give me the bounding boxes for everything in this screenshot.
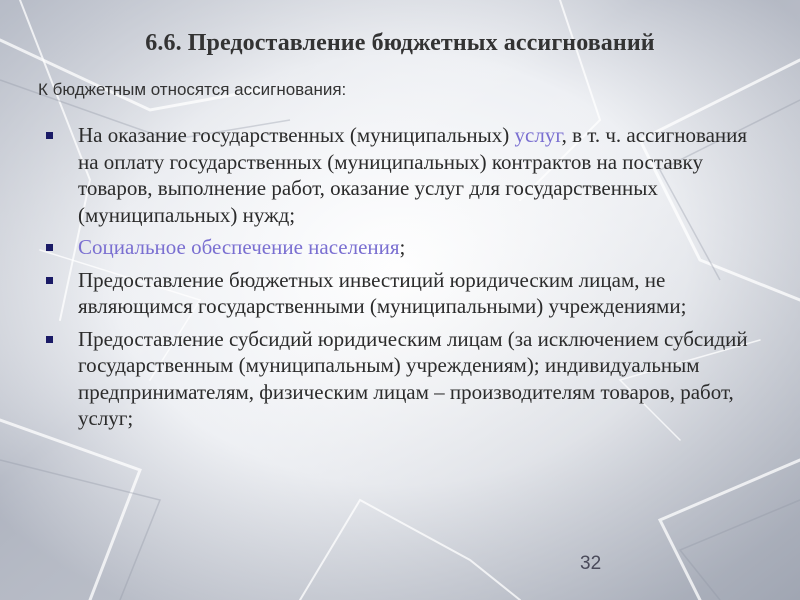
bullet-text: , в т. ч. ассигнования на оплату государственных (муниципальных) контрактов на поставку товаров, выполнение работ, оказание услуг для государственных (муниципальных) нужд; <box>78 123 748 227</box>
square-bullet-icon <box>46 132 53 139</box>
bullet-item-subsidies <box>46 326 756 432</box>
bullet-text: Предоставление субсидий юридическим лицам (за исключением субсидий государственным (муниципальным) учреждениям); индивидуальным предпринимателям, физическим лицам – производителям товаров, работ, услуг; <box>78 326 748 430</box>
slide-title: 6.6. Предоставление бюджетных ассигнований <box>145 30 655 56</box>
bullet-highlight: услуг <box>514 123 562 147</box>
bullet-text: ; <box>399 235 406 259</box>
page-number: 32 <box>580 553 602 574</box>
square-bullet-icon <box>46 336 53 343</box>
bullet-highlight: Социальное обеспечение населения <box>78 235 400 259</box>
bullet-item-investments <box>46 267 756 320</box>
bullet-list <box>46 122 756 438</box>
bullet-item-services <box>46 122 756 228</box>
square-bullet-icon <box>46 244 53 251</box>
bullet-text: На оказание государственных (муниципальных) <box>78 123 515 147</box>
bullet-item-social-security <box>46 234 756 261</box>
square-bullet-icon <box>46 277 53 284</box>
slide-subtitle: К бюджетным относятся ассигнования: <box>38 80 347 99</box>
bullet-text: Предоставление бюджетных инвестиций юридическим лицам, не являющимся государственными (муниципальными) учреждениями; <box>78 267 687 318</box>
